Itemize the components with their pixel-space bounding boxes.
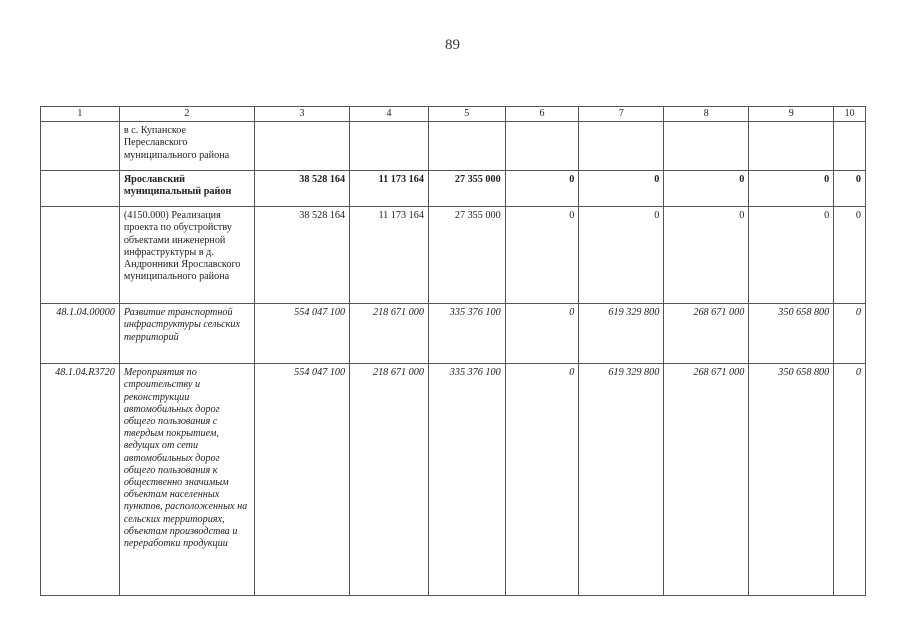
row-value: 38 528 164 — [254, 171, 349, 207]
table-row — [41, 304, 866, 364]
row-value: 0 — [505, 171, 579, 207]
row-value — [428, 122, 505, 171]
row-value: 0 — [505, 207, 579, 304]
row-name: Ярославский муниципальный район — [119, 171, 254, 207]
row-value: 335 376 100 — [428, 304, 505, 364]
row-value — [749, 122, 834, 171]
row-value: 619 329 800 — [579, 304, 664, 364]
column-header: 9 — [749, 107, 834, 122]
row-value — [350, 122, 429, 171]
row-value: 554 047 100 — [254, 364, 349, 596]
row-value — [834, 122, 866, 171]
row-value: 38 528 164 — [254, 207, 349, 304]
row-value: 11 173 164 — [350, 207, 429, 304]
row-value: 0 — [505, 304, 579, 364]
row-value: 554 047 100 — [254, 304, 349, 364]
row-value: 335 376 100 — [428, 364, 505, 596]
row-code: 48.1.04.R3720 — [41, 364, 120, 596]
row-value: 0 — [834, 304, 866, 364]
row-value: 0 — [834, 364, 866, 596]
row-value: 0 — [579, 171, 664, 207]
row-value: 350 658 800 — [749, 304, 834, 364]
row-value: 268 671 000 — [664, 304, 749, 364]
row-value: 0 — [664, 207, 749, 304]
row-value: 27 355 000 — [428, 171, 505, 207]
table-row — [41, 364, 866, 596]
row-value — [664, 122, 749, 171]
row-value: 27 355 000 — [428, 207, 505, 304]
row-value: 218 671 000 — [350, 304, 429, 364]
column-header: 10 — [834, 107, 866, 122]
budget-table — [40, 106, 866, 596]
row-name: Развитие транспортной инфраструктуры сельских территорий — [119, 304, 254, 364]
column-header: 7 — [579, 107, 664, 122]
row-value: 0 — [505, 364, 579, 596]
row-value — [254, 122, 349, 171]
row-value — [505, 122, 579, 171]
row-value: 0 — [749, 207, 834, 304]
column-header: 2 — [119, 107, 254, 122]
table-header-row — [41, 107, 866, 122]
row-code — [41, 122, 120, 171]
column-header: 6 — [505, 107, 579, 122]
row-name: (4150.000) Реализация проекта по обустройству объектами инженерной инфраструктуры в д. Андронники Ярославского муниципального района — [119, 207, 254, 304]
column-header: 1 — [41, 107, 120, 122]
row-value: 0 — [834, 207, 866, 304]
column-header: 8 — [664, 107, 749, 122]
row-value: 11 173 164 — [350, 171, 429, 207]
row-value: 619 329 800 — [579, 364, 664, 596]
row-value: 0 — [579, 207, 664, 304]
row-value: 0 — [664, 171, 749, 207]
row-value: 268 671 000 — [664, 364, 749, 596]
row-value: 0 — [834, 171, 866, 207]
row-value: 350 658 800 — [749, 364, 834, 596]
column-header: 5 — [428, 107, 505, 122]
column-header: 3 — [254, 107, 349, 122]
row-value — [579, 122, 664, 171]
table-row — [41, 171, 866, 207]
page-number: 89 — [445, 37, 460, 53]
table-row — [41, 207, 866, 304]
table-row — [41, 122, 866, 171]
column-header: 4 — [350, 107, 429, 122]
row-name: в с. Купанское Переславского муниципального района — [119, 122, 254, 171]
row-code — [41, 171, 120, 207]
row-code — [41, 207, 120, 304]
row-value: 218 671 000 — [350, 364, 429, 596]
row-name: Мероприятия по строительству и реконструкции автомобильных дорог общего пользования с твердым покрытием, ведущих от сети автомобильных дорог общего пользования к общественно значимым объектам населенных пунктов, расположенных на сельских территориях, объектам производства и переработки продукции — [119, 364, 254, 596]
row-code: 48.1.04.00000 — [41, 304, 120, 364]
row-value: 0 — [749, 171, 834, 207]
